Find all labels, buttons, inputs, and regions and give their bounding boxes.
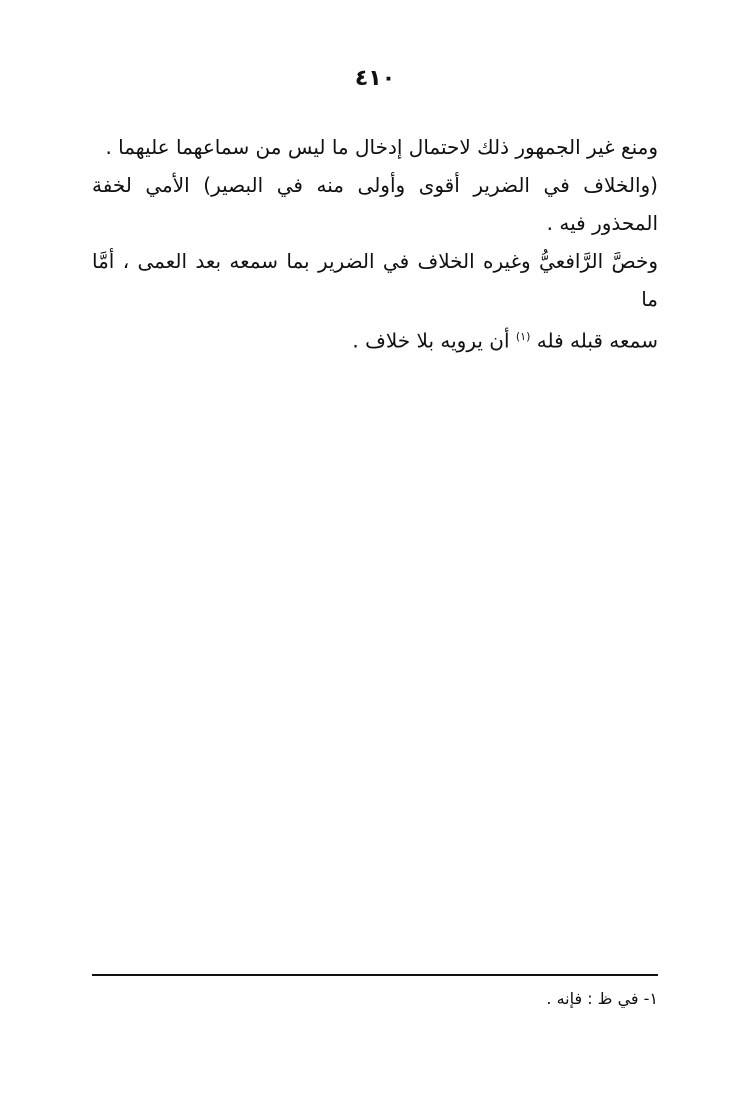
- footnote-reference: (١): [515, 330, 531, 343]
- page-number: ٤١٠: [354, 66, 396, 91]
- footnote-separator: [92, 974, 658, 976]
- text-line: وخصَّ الرَّافعيُّ وغيره الخلاف في الضرير بما سمعه بعد العمى ، أمَّا ما: [92, 249, 658, 311]
- main-text: [92, 128, 658, 360]
- text-segment: سمعه قبله فله: [536, 328, 658, 353]
- text-line: المحذور فيه .: [546, 211, 658, 235]
- text-line: ومنع غير الجمهور ذلك لاحتمال إدخال ما ليس من سماعهما عليهما .: [105, 135, 658, 159]
- text-line: [92, 318, 658, 360]
- text-line: (والخلاف في الضرير أقوى وأولى منه في البصير) الأمي لخفة: [92, 173, 658, 197]
- footnote: ١- في ظ : فإنه .: [546, 989, 658, 1008]
- text-segment: أن يرويه بلا خلاف .: [352, 328, 510, 353]
